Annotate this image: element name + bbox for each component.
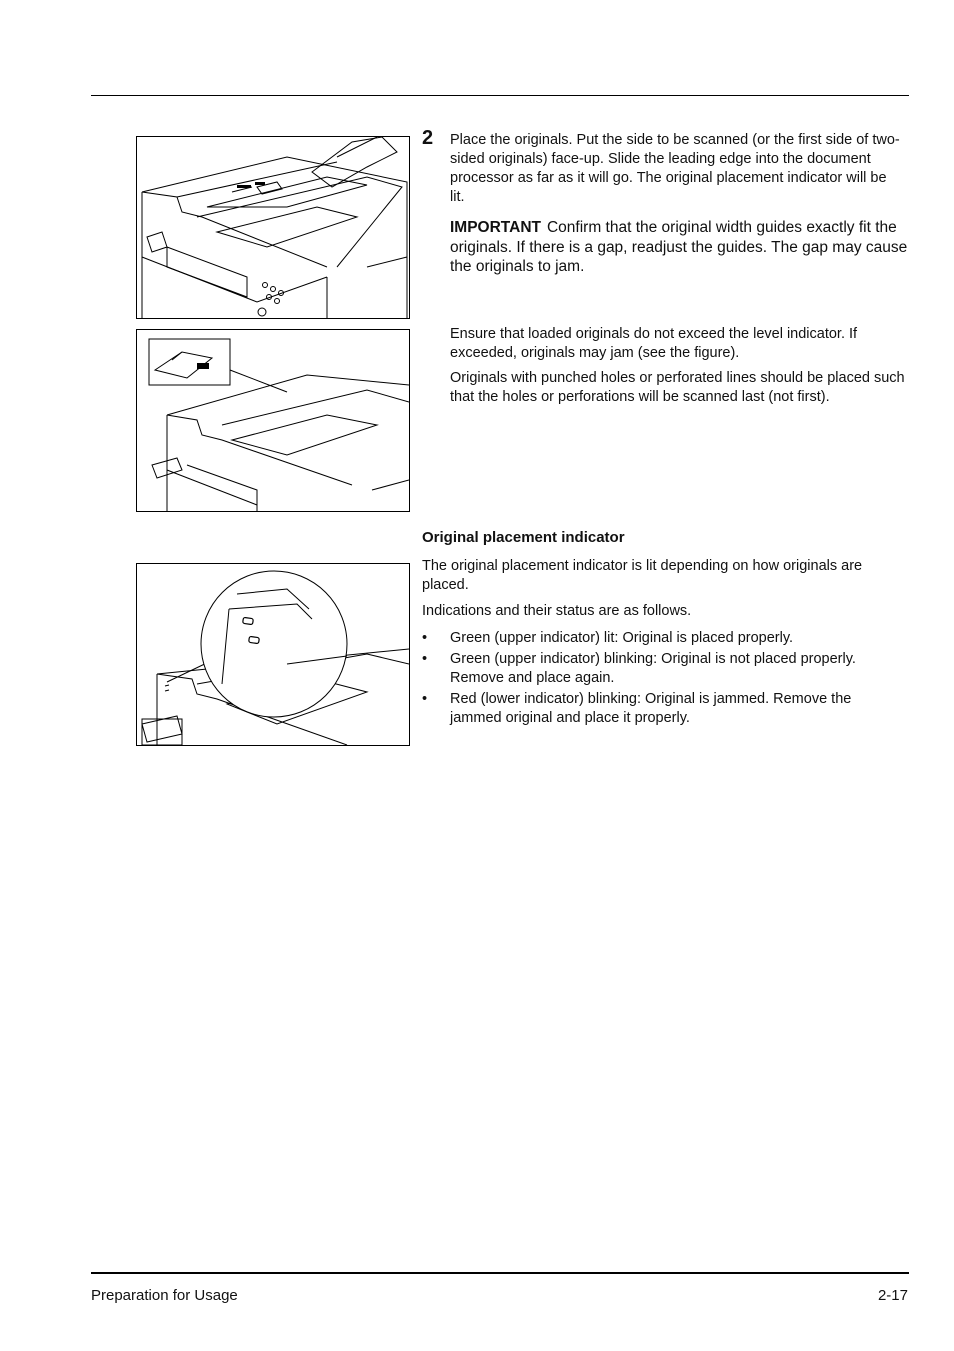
figure-level-indicator <box>136 329 410 512</box>
important-label: IMPORTANT <box>450 219 541 236</box>
punched-holes-note: Originals with punched holes or perforated lines should be placed such that the holes or perforations will be scanned last (not first). <box>450 370 905 405</box>
section-heading: Original placement indicator <box>422 529 625 546</box>
bullet-icon: • <box>422 691 428 707</box>
copier-illustration <box>137 564 409 745</box>
list-item <box>422 690 902 728</box>
indicator-status-list <box>422 629 902 730</box>
step-instruction: Place the originals. Put the side to be scanned (or the first side of two-sided originals) face-up. Slide the leading edge into the document processor as far as it will go. The original placement indicator will be lit. <box>450 132 900 205</box>
page-number: 2-17 <box>877 1287 908 1304</box>
copier-illustration <box>137 137 409 318</box>
footer-section-title: Preparation for Usage <box>91 1287 238 1304</box>
footer-rule <box>91 1272 909 1274</box>
level-indicator-note: Ensure that loaded originals do not exceed the level indicator. If exceeded, originals may jam (see the figure). <box>450 326 858 361</box>
figure-placement-indicator <box>136 563 410 746</box>
list-item-text: Green (upper indicator) lit: Original is placed properly. <box>450 630 794 646</box>
important-text: Confirm that the original width guides exactly fit the originals. If there is a gap, readjust the guides. The gap may cause the originals to jam. <box>450 219 908 275</box>
list-item <box>422 629 902 648</box>
figure-placing-originals <box>136 136 410 319</box>
section-intro-2: Indications and their status are as follows. <box>422 603 692 619</box>
section-intro: The original placement indicator is lit depending on how originals are placed. <box>422 558 863 593</box>
list-item <box>422 650 902 688</box>
header-rule <box>91 95 909 96</box>
bullet-icon: • <box>422 630 428 646</box>
bullet-icon: • <box>422 651 428 667</box>
list-item-text: Red (lower indicator) blinking: Original is jammed. Remove the jammed original and place it properly. <box>450 691 852 726</box>
important-note <box>450 218 910 277</box>
copier-illustration <box>137 330 409 511</box>
step-number: 2 <box>422 127 434 149</box>
list-item-text: Green (upper indicator) blinking: Original is not placed properly. Remove and place again. <box>450 651 856 686</box>
